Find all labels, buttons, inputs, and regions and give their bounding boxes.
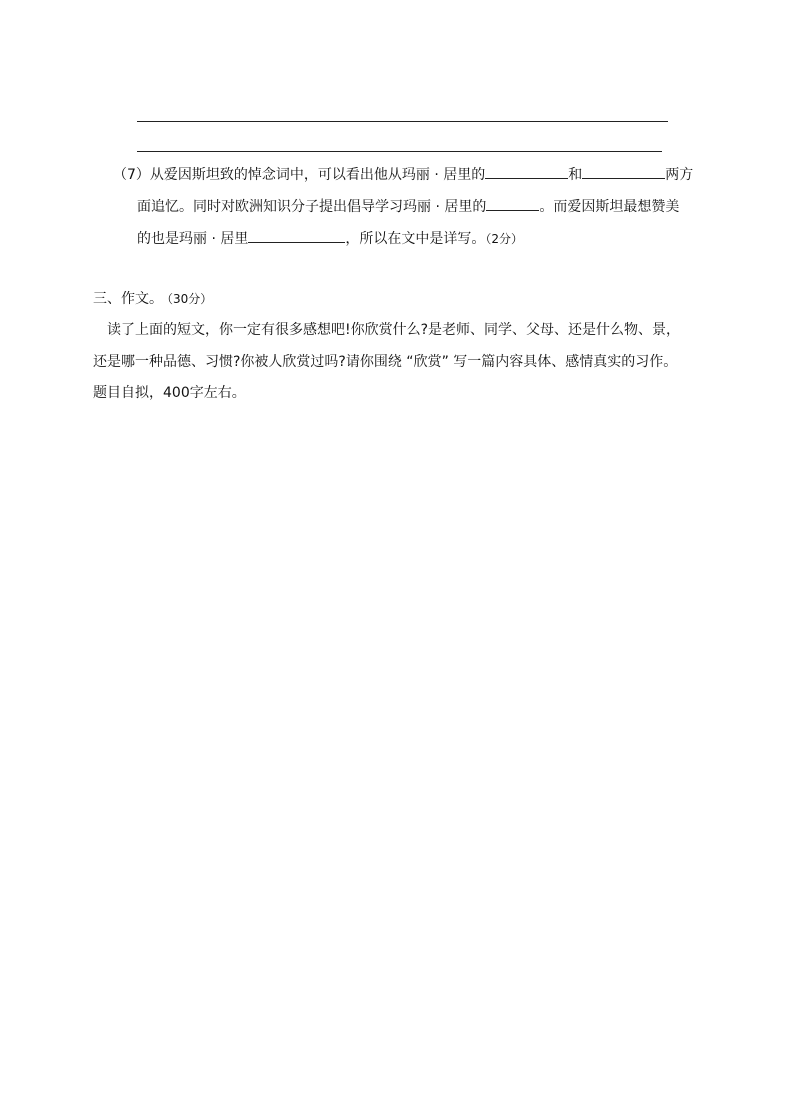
answer-line-1[interactable] bbox=[137, 121, 668, 122]
composition-prompt-line-3 bbox=[93, 383, 246, 403]
answer-blank-3[interactable] bbox=[486, 196, 539, 211]
answer-line-2[interactable] bbox=[137, 151, 662, 152]
score-label: （30分） bbox=[167, 292, 213, 306]
answer-blank-1[interactable] bbox=[485, 164, 568, 179]
question-text: 。而爱因斯坦最想赞美 bbox=[539, 199, 680, 215]
question-7-line-3 bbox=[137, 228, 523, 249]
prompt-text: 读了上面的短文，你一定有很多感想吧!你欣赏什么?是老师、同学、父母、还是什么物、景， bbox=[107, 322, 681, 338]
question-text: 两方 bbox=[665, 167, 694, 183]
score-label: （2分） bbox=[485, 232, 523, 246]
question-text: ，所以在文中是详写。 bbox=[345, 231, 486, 247]
section-title: 三、作文。 bbox=[93, 291, 163, 307]
question-text: 的也是玛丽 · 居里 bbox=[137, 231, 249, 247]
composition-prompt-line-1 bbox=[107, 320, 680, 340]
answer-blank-4[interactable] bbox=[248, 228, 345, 243]
question-text: 和 bbox=[568, 167, 583, 183]
composition-prompt-line-2 bbox=[93, 352, 677, 372]
question-number: （7） bbox=[113, 167, 150, 183]
question-7-line-2 bbox=[137, 196, 679, 217]
prompt-text: 题目自拟，400字左右。 bbox=[93, 385, 246, 401]
prompt-text: 还是哪一种品德、习惯?你被人欣赏过吗?请你围绕 “欣赏” 写一篇内容具体、感情真实的习作。 bbox=[93, 354, 678, 370]
question-text: 面追忆。同时对欧洲知识分子提出倡导学习玛丽 · 居里的 bbox=[137, 199, 487, 215]
answer-blank-2[interactable] bbox=[582, 164, 665, 179]
question-7-line-1 bbox=[113, 164, 693, 185]
question-text: 从爱因斯坦致的悼念词中，可以看出他从玛丽 · 居里的 bbox=[149, 167, 486, 183]
section-3-heading bbox=[93, 289, 212, 309]
